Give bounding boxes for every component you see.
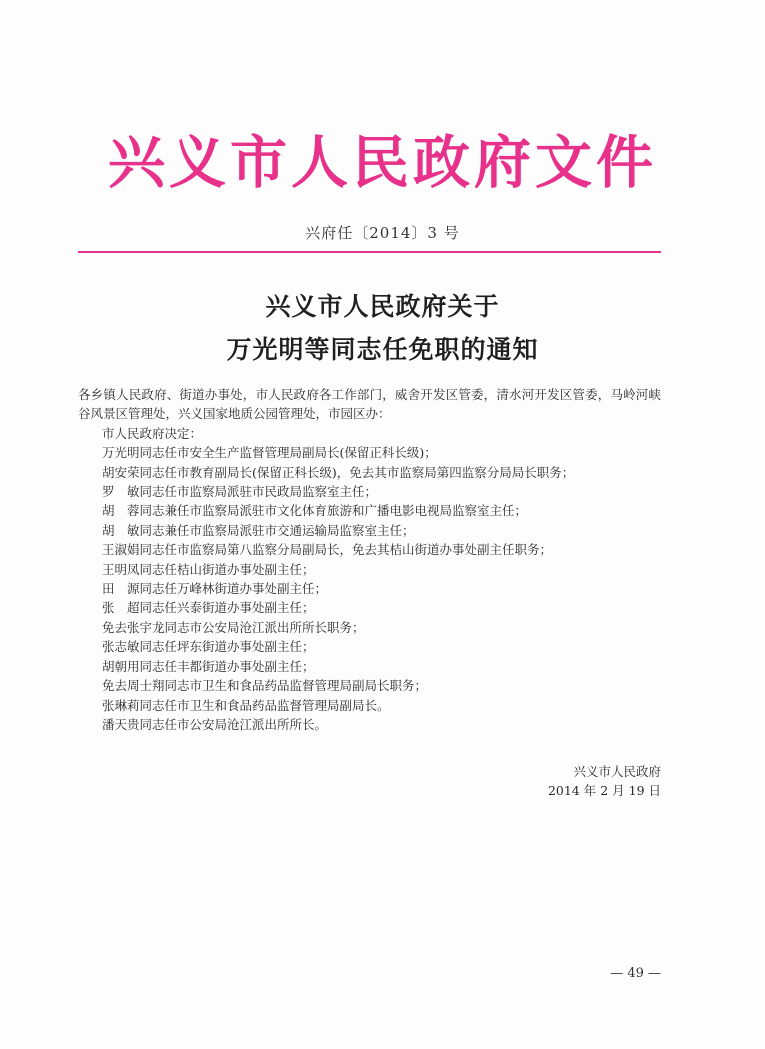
notice-title-line-2: 万光明等同志任免职的通知 [226,335,539,364]
appointment-item: 胡 蓉同志兼任市监察局派驻市文化体育旅游和广播电影电视局监察室主任； [102,503,528,519]
appointment-item: 张 超同志任兴泰街道办事处副主任； [102,600,315,616]
appointment-item: 胡 敏同志兼任市监察局派驻市交通运输局监察室主任； [102,522,415,538]
document-header-title: 兴义市人民政府文件 [108,130,657,196]
appointment-item: 潘天贵同志任市公安局沧江派出所所长。 [102,716,328,732]
signature-block [548,762,661,800]
notice-title-line-1: 兴义市人民政府关于 [265,292,500,321]
appointment-item: 胡朝用同志任丰都街道办事处副主任； [102,658,315,674]
decision-intro: 市人民政府决定： [102,425,203,441]
appointment-item: 王淑娟同志任市监察局第八监察分局副局长，免去其桔山街道办事处副主任职务； [102,542,553,558]
signature-date: 2014 年 2 月 19 日 [547,783,661,798]
appointment-item: 万光明同志任市安全生产监督管理局副局长(保留正科长级)； [102,445,437,461]
appointment-item: 罗 敏同志任市监察局派驻市民政局监察室主任； [102,484,378,500]
notice-body [78,385,661,734]
document-number: 兴府任〔2014〕3 号 [305,224,460,242]
appointment-item: 田 源同志任万峰林街道办事处副主任； [102,581,328,597]
appointment-item: 免去周士翔同志市卫生和食品药品监督管理局副局长职务； [102,678,428,694]
appointment-item: 胡安荣同志任市教育副局长(保留正科长级)，免去其市监察局第四监察分局局长职务； [102,464,575,480]
header-divider [78,251,661,253]
page-number: — 49 — [610,966,661,981]
appointment-item: 免去张宇龙同志市公安局沧江派出所所长职务； [102,619,365,635]
appointment-item: 王明凤同志任桔山街道办事处副主任； [102,561,315,577]
appointment-item: 张琳莉同志任市卫生和食品药品监督管理局副局长。 [102,697,390,713]
addressee-paragraph: 各乡镇人民政府、街道办事处，市人民政府各工作部门，威舍开发区管委，清水河开发区管委，马岭河峡谷风景区管理处，兴义国家地质公园管理处，市园区办： [78,387,661,422]
signature-organization: 兴义市人民政府 [573,764,661,779]
appointment-item: 张志敏同志任坪东街道办事处副主任； [102,639,315,655]
